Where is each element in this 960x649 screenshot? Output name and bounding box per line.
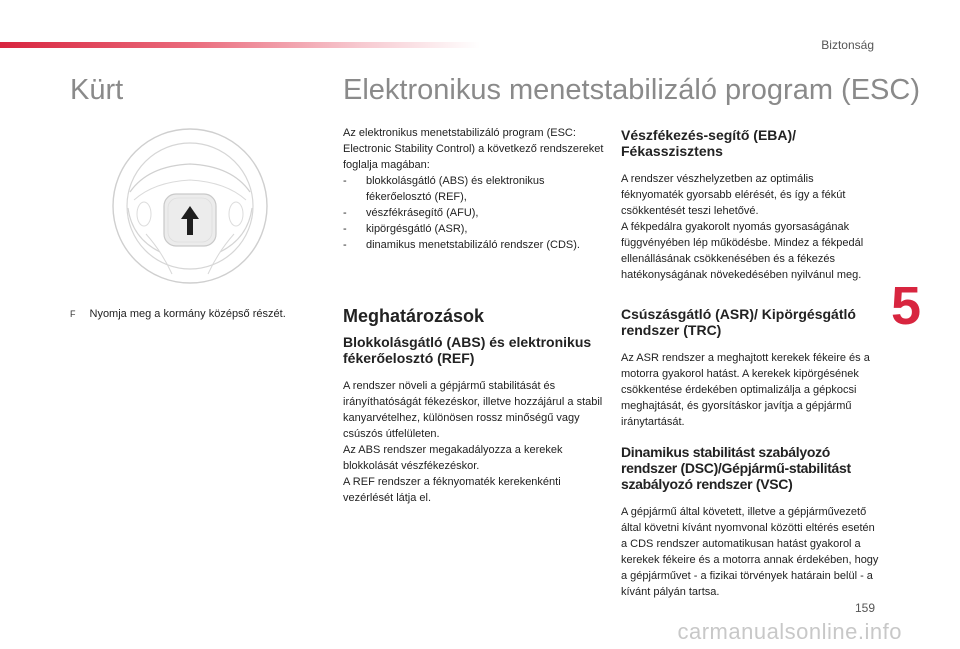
watermark: carmanualsonline.info	[677, 619, 902, 644]
eba-heading: Vészfékezés-segítő (EBA)/ Fékasszisztens	[621, 127, 797, 159]
eba-section	[621, 127, 879, 283]
asr-section	[621, 306, 879, 430]
list-item: - blokkolásgátló (ABS) és elektronikus fékerőelosztó (REF),	[343, 173, 605, 205]
list-item: - dinamikus menetstabilizáló rendszer (CDS).	[343, 237, 605, 253]
list-item: - kipörgésgátló (ASR),	[343, 221, 605, 237]
ref-paragraph: A REF rendszer a féknyomaték kerekenkénti vezérlését látja el.	[343, 476, 561, 504]
esc-system-list	[343, 173, 605, 253]
abs-paragraph: A rendszer növeli a gépjármű stabilitását és irányíthatóságát fékezéskor, illetve hozzájárul a stabil kanyarvételhez, különösen rossz minőségű vagy csúszós útfelületen.	[343, 380, 603, 440]
eba-paragraph: A rendszer vészhelyzetben az optimális féknyomaték gyorsabb elérését, és így a fékút csökkentését teszi lehetővé.	[621, 173, 846, 217]
steering-wheel-horn-icon	[110, 126, 270, 286]
horn-title: Kürt	[70, 74, 124, 106]
dsc-paragraph: A gépjármű által követett, illetve a gépjárművezető által követni kívánt nyomvonal közötti eltérés esetén a CDS rendszer automatikusan hatást gyakorol a kerekek fékeire és a motorra annak érdekében, hogy a gépjárművet - a fizikai törvények határain belül - a kívánt pályán tartsa.	[621, 506, 879, 598]
list-item: - vészfékrásegítő (AFU),	[343, 205, 605, 221]
header-accent-bar	[0, 42, 480, 48]
asr-paragraph: Az ASR rendszer a meghajtott kerekek fékeire és a motorra gyakorol hatást. A kerekek kipörgésének csökkentése érdekében optimalizálja a gépkocsi meghajtását, és gyorsításkor javítja a gépjármű iránytartását.	[621, 352, 870, 428]
abs-heading: Blokkolásgátló (ABS) és elektronikus fékerőelosztó (REF)	[343, 334, 592, 366]
bullet-mark: F	[70, 309, 76, 319]
horn-instruction	[70, 308, 286, 320]
eba-paragraph: A fékpedálra gyakorolt nyomás gyorsaságának függvényében lép működésbe. Mindez a fékpedál ellenállásának csökkenésében és a fékezés hatékonyságának növekedésében nyilvánul meg.	[621, 221, 864, 281]
esc-title: Elektronikus menetstabilizáló program (ESC)	[343, 74, 920, 106]
page-number: 159	[854, 601, 875, 615]
horn-instruction-text: Nyomja meg a kormány középső részét.	[89, 308, 286, 320]
esc-intro	[343, 125, 605, 253]
definitions-heading: Meghatározások	[343, 306, 485, 326]
abs-paragraph: Az ABS rendszer megakadályozza a kerekek blokkolását vészfékezéskor.	[343, 444, 563, 472]
asr-heading: Csúszásgátló (ASR)/ Kipörgésgátló rendszer (TRC)	[621, 306, 856, 338]
dsc-section	[621, 444, 879, 600]
section-label: Biztonság	[821, 38, 874, 52]
abs-section	[343, 334, 605, 506]
esc-intro-text: Az elektronikus menetstabilizáló program (ESC: Electronic Stability Control) a következő rendszereket foglalja magában:	[343, 127, 604, 171]
chapter-number: 5	[891, 276, 922, 336]
dsc-heading: Dinamikus stabilitást szabályozó rendszer (DSC)/Gépjármű-stabilitást szabályozó rendszer (VSC)	[621, 444, 851, 492]
